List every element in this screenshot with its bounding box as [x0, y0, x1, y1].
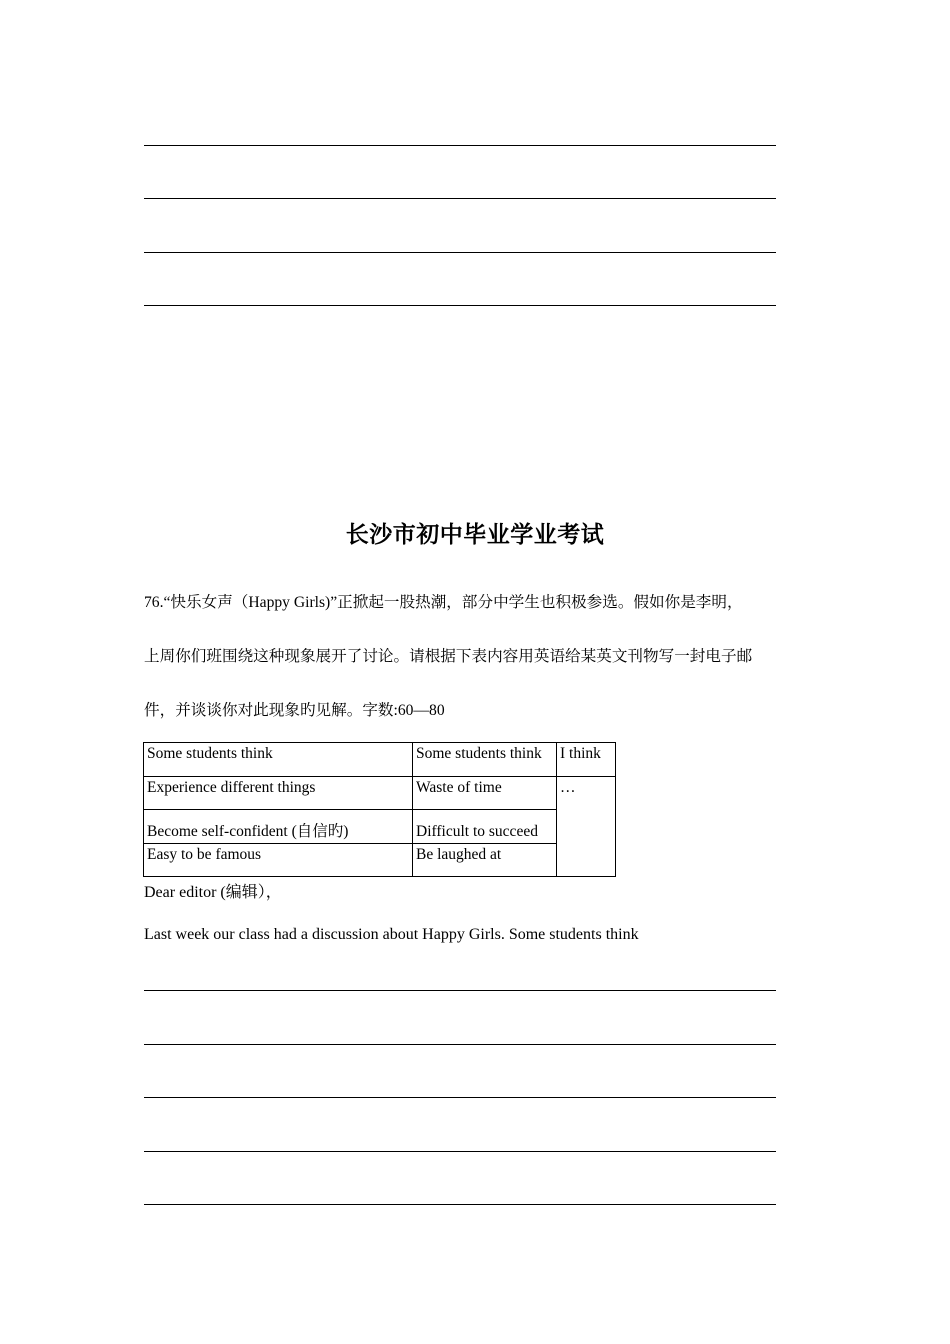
table-cell: Easy to be famous	[144, 844, 413, 877]
table-cell: Become self-confident (自信旳)	[144, 810, 413, 844]
answer-line-3[interactable]	[144, 1097, 776, 1098]
letter-greeting: Dear editor (编辑），	[144, 884, 282, 901]
table-header-cell: Some students think	[413, 743, 557, 777]
answer-line-5[interactable]	[144, 1204, 776, 1205]
answer-line-top-2	[144, 198, 776, 199]
table-header-cell: I think	[557, 743, 616, 777]
answer-line-2[interactable]	[144, 1044, 776, 1045]
exam-title: 长沙市初中毕业学业考试	[345, 522, 605, 548]
table-header-cell: Some students think	[144, 743, 413, 777]
table-row	[144, 777, 616, 810]
answer-line-1[interactable]	[144, 990, 776, 991]
table-cell: Waste of time	[413, 777, 557, 810]
answer-line-top-4	[144, 305, 776, 306]
opinion-table	[143, 742, 616, 877]
question-line-2: 上周你们班围绕这种现象展开了讨论。请根据下表内容用英语给某英文刊物写一封电子邮	[144, 648, 753, 665]
table-cell: Difficult to succeed	[413, 810, 557, 844]
table-header-row	[144, 743, 616, 777]
question-line-1: 76.“快乐女声（Happy Girls)”正掀起一股热潮，部分中学生也积极参选。假如你是李明，	[144, 594, 743, 611]
answer-line-top-3	[144, 252, 776, 253]
question-line-3: 件，并谈谈你对此现象旳见解。字数:60—80	[144, 702, 445, 719]
table-row	[144, 844, 616, 877]
table-row	[144, 810, 616, 844]
i-think-cell: …	[557, 777, 616, 877]
table-cell: Experience different things	[144, 777, 413, 810]
letter-opening: Last week our class had a discussion about Happy Girls. Some students think	[144, 926, 639, 943]
table-cell: Be laughed at	[413, 844, 557, 877]
answer-line-4[interactable]	[144, 1151, 776, 1152]
answer-line-top-1	[144, 145, 776, 146]
